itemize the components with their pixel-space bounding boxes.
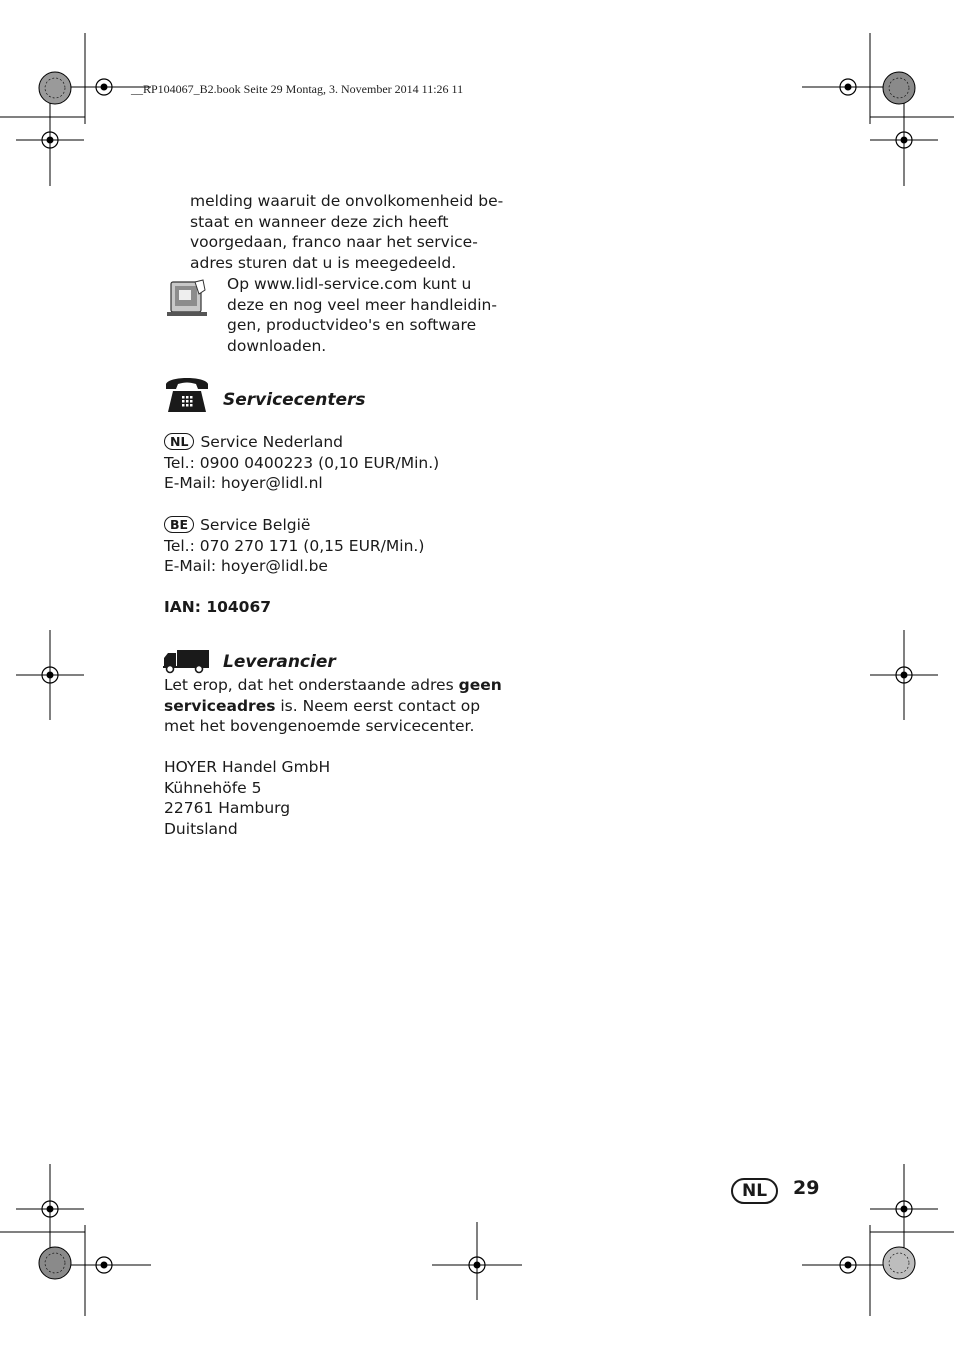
text-line: adres sturen dat u is meegedeeld. [190, 254, 457, 273]
service-be-email: E-Mail: hoyer@lidl.be [164, 557, 328, 576]
note-emphasis: geen [458, 676, 502, 694]
print-header-line: __RP104067_B2.book Seite 29 Montag, 3. November 2014 11:26 11 [131, 82, 464, 96]
service-be-name-line [164, 515, 424, 536]
text-line: staat en wanneer deze zich heeft [190, 212, 449, 231]
note-emphasis: serviceadres [164, 696, 276, 715]
note-text: Let erop, dat het onderstaande adres [164, 676, 459, 694]
servicecenters-heading: Servicecenters [223, 390, 366, 410]
supplier-address [164, 757, 330, 840]
supplier-note [164, 675, 502, 737]
address-line: HOYER Handel GmbH [164, 758, 331, 776]
be-country-badge: BE [164, 516, 194, 533]
text-line: Op www.lidl-service.com kunt u [227, 275, 472, 293]
address-line: Duitsland [164, 820, 238, 839]
address-line: Kühnehöfe 5 [164, 778, 262, 797]
note-text: is. Neem eerst contact op [275, 696, 481, 715]
address-line: 22761 Hamburg [164, 799, 291, 818]
nl-country-badge: NL [164, 433, 194, 450]
supplier-note-line-1 [164, 675, 502, 696]
ian-number: IAN: 104067 [164, 598, 272, 616]
text-line: voorgedaan, franco naar het service- [190, 233, 478, 252]
service-be-phone: Tel.: 070 270 171 (0,15 EUR/Min.) [164, 536, 425, 555]
download-computer-icon [165, 278, 211, 320]
leverancier-heading: Leverancier [223, 652, 336, 672]
service-nl-email: E-Mail: hoyer@lidl.nl [164, 474, 323, 493]
supplier-note-line-2 [164, 696, 502, 717]
service-be-name: Service België [200, 516, 311, 534]
truck-icon [163, 648, 211, 674]
service-nl-phone: Tel.: 0900 0400223 (0,10 EUR/Min.) [164, 453, 440, 472]
telephone-icon [163, 374, 211, 414]
supplier-note-line-3: met het bovengenoemde servicecenter. [164, 717, 475, 736]
page-number: 29 [793, 1177, 820, 1199]
warranty-paragraph [190, 191, 503, 274]
text-line: melding waaruit de onvolkomenheid be- [190, 192, 504, 210]
text-line: deze en nog veel meer handleidin- [227, 295, 497, 314]
text-line: gen, productvideo's en software [227, 316, 477, 335]
service-nl-block [164, 432, 439, 494]
download-note [227, 274, 497, 357]
service-be-block [164, 515, 424, 577]
service-nl-name: Service Nederland [200, 433, 343, 451]
language-badge: NL [731, 1178, 778, 1204]
service-nl-name-line [164, 432, 439, 453]
text-line: downloaden. [227, 337, 327, 356]
